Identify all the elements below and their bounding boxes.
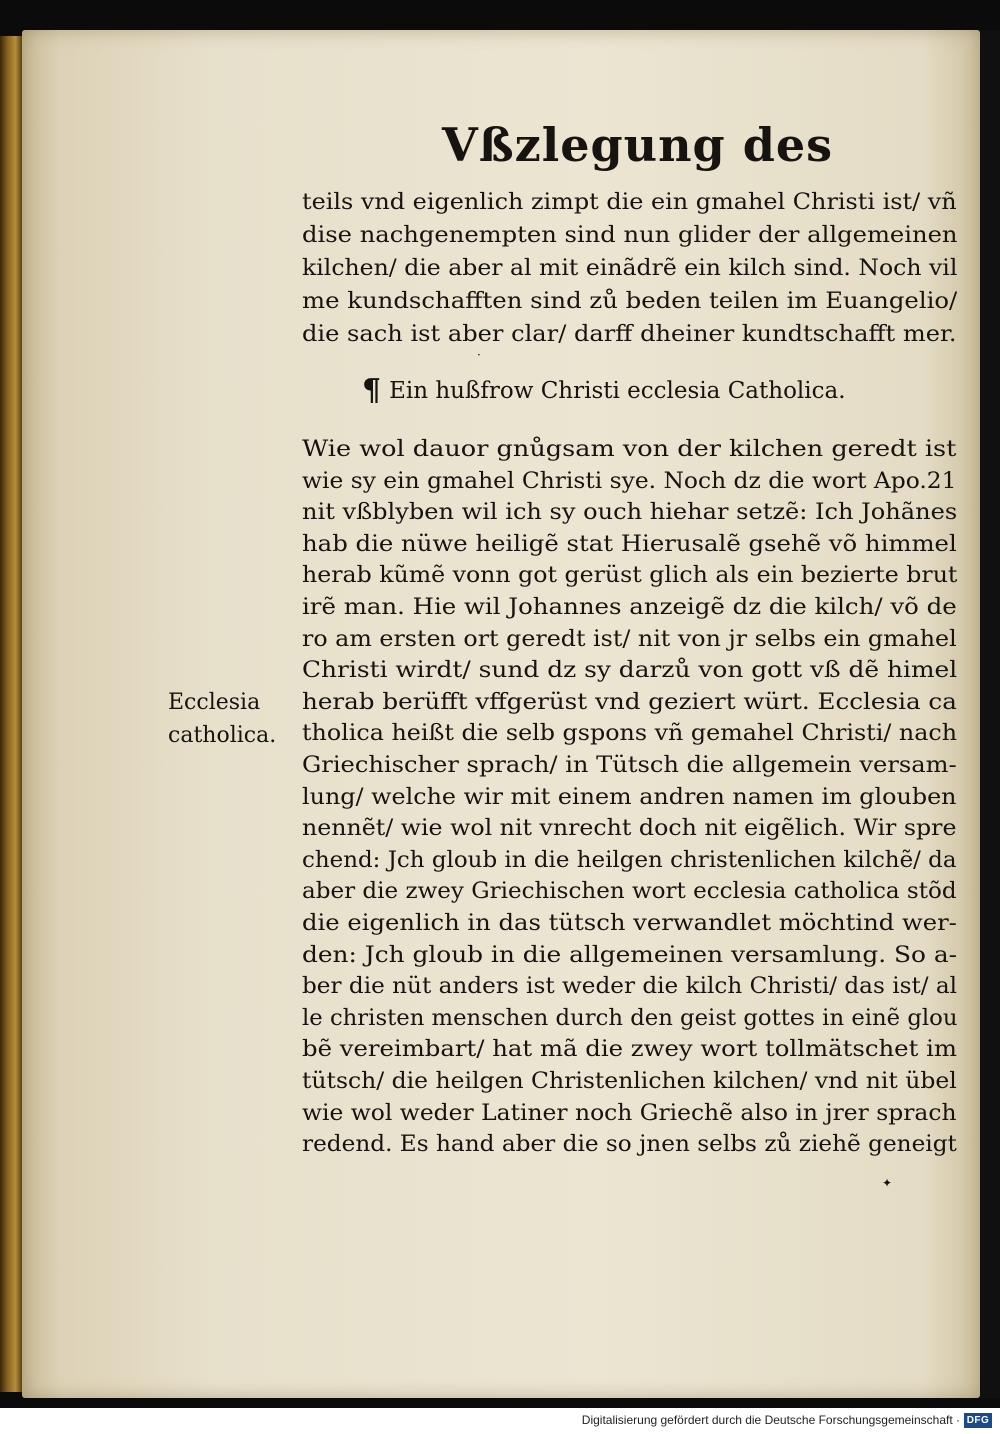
footer-bar — [0, 1408, 1000, 1434]
text-line: Griechischer sprach/ in Tütsch die allgemein versam- — [302, 753, 957, 778]
text-line: die sach ist aber clar/ darff dheiner kundtschafft mer. — [302, 322, 957, 347]
text-line: tholica heißt die selb gspons vñ gemahel Christi/ nach — [302, 721, 958, 747]
section-heading — [362, 374, 846, 408]
text-line: wie sy ein gmahel Christi sye. Noch dz die wort Apo.21 — [302, 468, 957, 494]
text-line: lung/ welche wir mit einem andren namen im glouben — [302, 784, 957, 810]
margin-note-line: Ecclesia — [168, 690, 261, 715]
paragraph-1 — [302, 186, 962, 356]
page-heading: Vßzlegung des — [442, 118, 834, 172]
text-line: hab die nüwe heiligẽ stat Hierusalẽ gsehẽ võ himmel — [302, 531, 957, 557]
text-line: die eigenlich in das tütsch verwandlet möchtind wer- — [302, 911, 957, 936]
margin-note — [168, 686, 298, 752]
margin-note-line: catholica. — [168, 723, 277, 748]
section-heading-text: Ein hußfrow Christi ecclesia Catholica. — [389, 378, 846, 404]
text-line: ro am ersten ort geredt ist/ nit von jr selbs ein gmahel — [302, 626, 957, 652]
scan-border — [980, 30, 1000, 1398]
pilcrow-mark: ¶ — [362, 373, 382, 408]
text-line: le christen menschen durch den geist gottes in einẽ glou — [302, 1005, 958, 1031]
stray-mark: ✦ — [882, 1176, 893, 1190]
book-page — [22, 30, 980, 1398]
text-line: redend. Es hand aber die so jnen selbs zů ziehẽ geneigt — [302, 1132, 957, 1158]
text-line: tütsch/ die heilgen Christenlichen kilchen/ vnd nit übel — [302, 1069, 957, 1094]
text-line: teils vnd eigenlich zimpt die ein gmahel Christi ist/ vñ — [302, 190, 957, 215]
text-line: Christi wirdt/ sund dz sy darzů von gott vß dẽ himel — [302, 658, 958, 684]
text-line: wie wol weder Latiner noch Griechẽ also in jrer sprach — [302, 1100, 957, 1126]
stray-dot: · — [477, 348, 481, 362]
text-line: herab kũmẽ vonn got gerüst glich als ein bezierte brut — [302, 563, 958, 589]
text-line: chend: Jch gloub in die heilgen christenlichen kilchẽ/ da — [302, 847, 957, 873]
page-edge — [0, 36, 22, 1392]
dfg-logo-icon: DFG — [964, 1413, 992, 1428]
text-line: Wie wol dauor gnůgsam von der kilchen geredt ist — [302, 437, 957, 462]
text-line: me kundschafften sind zů beden teilen im Euangelio/ — [302, 289, 958, 314]
text-line: nit vßblyben wil ich sy ouch hiehar setzẽ: Ich Johãnes — [302, 500, 958, 526]
text-line: nennẽt/ wie wol nit vnrecht doch nit eigẽlich. Wir spre — [302, 816, 957, 842]
text-line: dise nachgenempten sind nun glider der allgemeinen — [302, 223, 958, 248]
footer-credit: Digitalisierung gefördert durch die Deutsche Forschungsgemeinschaft · — [581, 1413, 960, 1427]
text-line: herab berüfft vffgerüst vnd geziert würt. Ecclesia ca — [302, 689, 957, 715]
paragraph-2 — [302, 433, 962, 1163]
text-line: den: Jch gloub in die allgemeinen versamlung. So a- — [302, 942, 958, 968]
text-line: bẽ vereimbart/ hat mã die zwey wort tollmätschet im — [302, 1037, 957, 1063]
text-line: kilchen/ die aber al mit einãdrẽ ein kilch sind. Noch vil — [302, 256, 958, 281]
text-line: irẽ man. Hie wil Johannes anzeigẽ dz die kilch/ võ de — [302, 595, 957, 620]
text-line: aber die zwey Griechischen wort ecclesia catholica stõd — [302, 879, 957, 905]
text-line: ber die nüt anders ist weder die kilch Christi/ das ist/ al — [302, 974, 958, 1000]
